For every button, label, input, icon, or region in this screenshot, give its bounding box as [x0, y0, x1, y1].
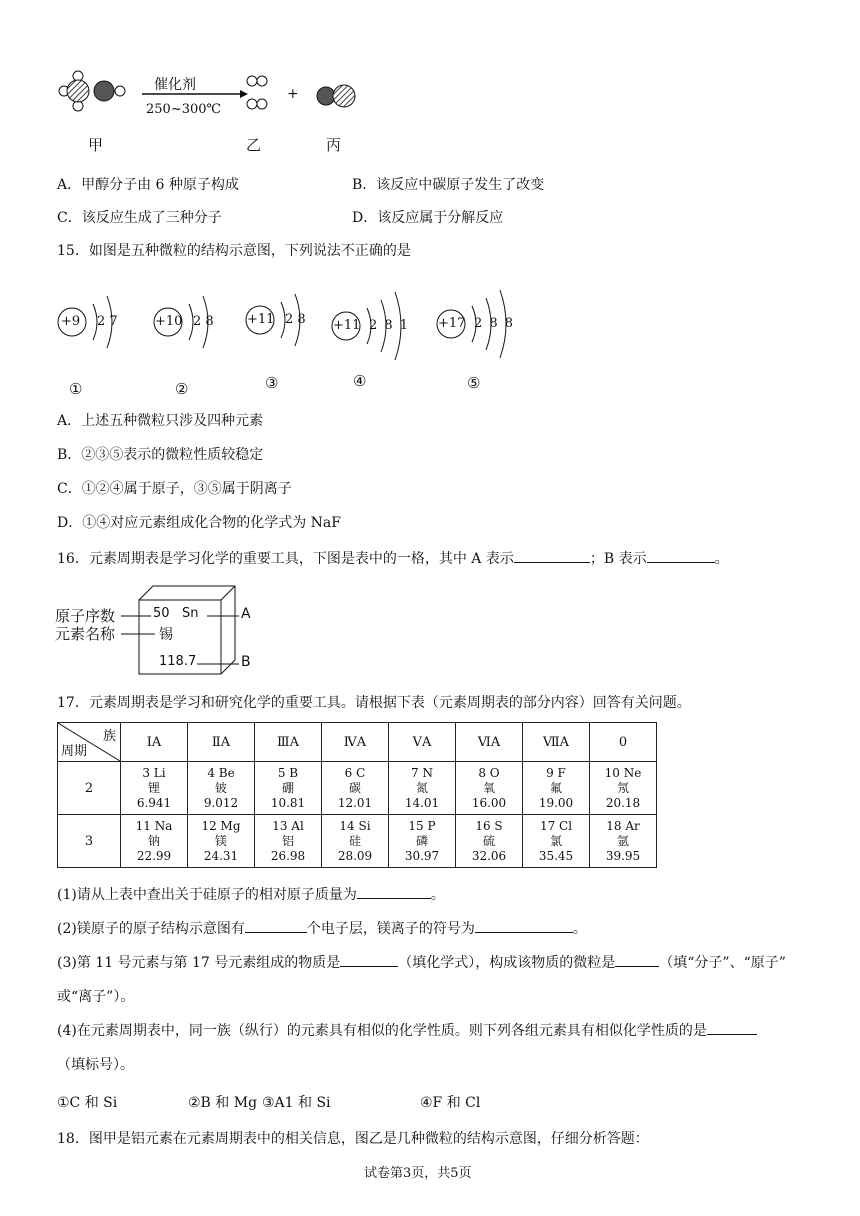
q15-option-c: C．①②④属于原子，③⑤属于阴离子 [57, 481, 292, 497]
q15-stem: 15．如图是五种微粒的结构示意图，下列说法不正确的是 [57, 243, 411, 259]
q17-sub1 [57, 884, 445, 904]
q17-sub2-blank-b[interactable] [475, 918, 573, 933]
q16-blank-a[interactable] [514, 548, 590, 563]
element-cell: 13 Al 铝 26.98 [255, 815, 322, 868]
page-footer: 试卷第3页，共5页 [364, 1166, 472, 1181]
reaction-molecules [50, 66, 380, 126]
q16-blank-b[interactable] [647, 548, 715, 563]
element-cell: 6 C 碳 12.01 [322, 762, 389, 815]
element-cell: 5 B 硼 10.81 [255, 762, 322, 815]
group-header: ⅥA [456, 723, 523, 762]
q17-sub3-text-c: （填“分子”、“原子” [659, 955, 786, 971]
corner-group: 族 [102, 729, 116, 744]
particle-4-shells: 2 8 1 [369, 318, 409, 333]
particle-5-nucleus: +17 [438, 316, 466, 331]
particle-4-nucleus: +11 [333, 318, 361, 333]
cell-name: 锡 [159, 627, 173, 643]
q17-sub1-blank[interactable] [357, 884, 431, 899]
q17-sub2-end: 。 [572, 921, 587, 937]
group-header: ⅤA [389, 723, 456, 762]
q17-sub3 [57, 952, 786, 972]
q17-sub4-cont: （填标号）。 [57, 1057, 134, 1073]
element-cell: 9 F 氟 19.00 [523, 762, 590, 815]
condition-label: 250~300℃ [146, 102, 222, 117]
q17-sub2-blank-a[interactable] [245, 918, 307, 933]
corner-cell [58, 723, 121, 762]
element-cell: 7 N 氮 14.01 [389, 762, 456, 815]
particle-1-shells: 2 7 [97, 314, 118, 329]
q16-stem-a: 16．元素周期表是学习化学的重要工具，下图是表中的一格，其中 A 表示 [57, 551, 514, 567]
catalyst-label: 催化剂 [154, 77, 196, 93]
table-row [58, 762, 657, 815]
q17-sub3-text-a: (3)第 11 号元素与第 17 号元素组成的物质是 [57, 955, 341, 971]
q15-option-d: D．①④对应元素组成化合物的化学式为 NaF [57, 515, 341, 531]
cell-number: 50 [153, 606, 170, 621]
q15-option-a: A．上述五种微粒只涉及四种元素 [57, 413, 264, 429]
particle-5-shells: 2 8 8 [474, 316, 514, 331]
q17-sub3-text-b: （填化学式），构成该物质的微粒是 [398, 955, 616, 971]
q16-stem-b: ；B 表示 [589, 551, 647, 567]
group-header: ⅦA [523, 723, 590, 762]
period-cell: 3 [58, 815, 121, 868]
particle-2-nucleus: +10 [155, 314, 183, 329]
q18-stem: 18．图甲是铝元素在元素周期表中的相关信息，图乙是几种微粒的结构示意图，仔细分析答题： [57, 1131, 649, 1147]
q17-sub4-blank[interactable] [707, 1020, 757, 1035]
element-cell-diagram [55, 582, 275, 678]
particle-1-nucleus: +9 [61, 314, 81, 329]
particle-3-shells: 2 8 [285, 312, 306, 327]
q16-stem [57, 548, 729, 568]
particle-diagrams [55, 276, 525, 396]
element-cell: 8 O 氧 16.00 [456, 762, 523, 815]
q17-choice-2: ②B 和 Mg [188, 1095, 258, 1111]
group-header: 0 [590, 723, 657, 762]
element-cell: 18 Ar 氩 39.95 [590, 815, 657, 868]
particle-2-shells: 2 8 [193, 314, 214, 329]
label-bing: 丙 [326, 136, 342, 154]
period-cell: 2 [58, 762, 121, 815]
element-cell: 4 Be 铍 9.012 [188, 762, 255, 815]
q17-sub1-text: (1)请从上表中查出关于硅原子的相对原子质量为 [57, 887, 357, 903]
particle-3-label: ③ [265, 374, 279, 392]
q17-sub2 [57, 918, 587, 938]
periodic-table [57, 722, 657, 868]
q17-sub3-cont: 或“离子”）。 [57, 989, 135, 1005]
plus-sign: + [287, 86, 299, 102]
label-a: A [241, 606, 251, 622]
group-header: ⅠA [121, 723, 188, 762]
q17-sub4-text: (4)在元素周期表中，同一族（纵行）的元素具有相似的化学性质。则下列各组元素具有相似化学性质的是 [57, 1023, 707, 1039]
table-header-row [58, 723, 657, 762]
label-yi: 乙 [246, 136, 262, 154]
q16-stem-end: 。 [714, 551, 729, 567]
element-cell: 10 Ne 氖 20.18 [590, 762, 657, 815]
cell-mass: 118.7 [159, 654, 197, 669]
q17-choice-1: ①C 和 Si [57, 1095, 118, 1111]
table-row [58, 815, 657, 868]
methanol-molecule [59, 71, 125, 111]
particle-1-label: ① [69, 380, 83, 398]
particle-4-label: ④ [353, 372, 367, 390]
label-element-name: 元素名称 [55, 625, 116, 643]
element-cell: 11 Na 钠 22.99 [121, 815, 188, 868]
element-cell: 16 S 硫 32.06 [456, 815, 523, 868]
q17-sub4 [57, 1020, 757, 1040]
particle-2-label: ② [175, 380, 189, 398]
reaction-diagram [50, 66, 380, 156]
q14-option-b: B．该反应中碳原子发生了改变 [352, 177, 545, 193]
q17-choice-3: ③A1 和 Si [262, 1095, 331, 1111]
q17-sub1-end: 。 [430, 887, 445, 903]
element-cell: 17 Cl 氯 35.45 [523, 815, 590, 868]
group-header: ⅡA [188, 723, 255, 762]
q14-option-d: D．该反应属于分解反应 [352, 210, 504, 226]
q14-option-c: C．该反应生成了三种分子 [57, 210, 222, 226]
q14-option-a: A．甲醇分子由 6 种原子构成 [57, 177, 239, 193]
particle-5-label: ⑤ [467, 374, 481, 392]
corner-period: 周期 [61, 744, 88, 759]
q17-sub3-blank-a[interactable] [340, 952, 398, 967]
q17-sub2-text-a: (2)镁原子的原子结构示意图有 [57, 921, 245, 937]
group-header: ⅣA [322, 723, 389, 762]
element-cell: 15 P 磷 30.97 [389, 815, 456, 868]
element-cell: 3 Li 锂 6.941 [121, 762, 188, 815]
element-cell: 14 Si 硅 28.09 [322, 815, 389, 868]
element-cell: 12 Mg 镁 24.31 [188, 815, 255, 868]
label-atomic-number: 原子序数 [55, 607, 116, 625]
cell-symbol: Sn [182, 606, 199, 621]
label-b: B [241, 654, 251, 670]
particle-3-nucleus: +11 [247, 312, 275, 327]
hydrogen-molecules [247, 76, 267, 109]
q17-sub3-blank-b[interactable] [615, 952, 659, 967]
q15-option-b: B．②③⑤表示的微粒性质较稳定 [57, 447, 264, 463]
co-molecule [317, 85, 355, 107]
label-jia: 甲 [88, 136, 104, 154]
q17-choice-4: ④F 和 Cl [420, 1095, 481, 1111]
q17-stem: 17．元素周期表是学习和研究化学的重要工具。请根据下表（元素周期表的部分内容）回答有关问题。 [57, 695, 691, 711]
q17-sub2-text-b: 个电子层，镁离子的符号为 [306, 921, 475, 937]
group-header: ⅢA [255, 723, 322, 762]
